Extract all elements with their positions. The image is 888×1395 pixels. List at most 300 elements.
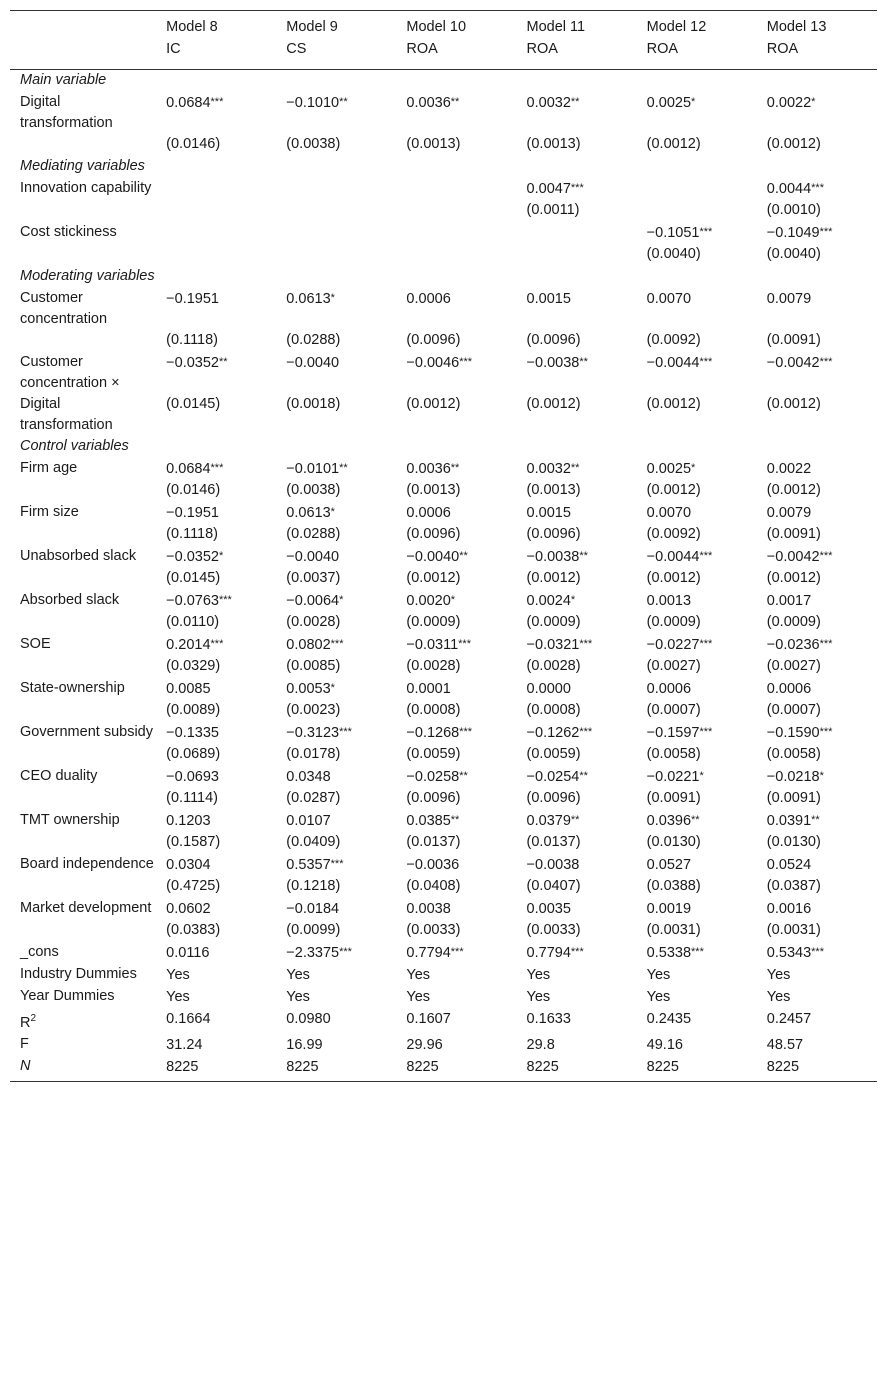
table-cell: (0.0031)	[646, 922, 701, 938]
row-label: Government subsidy	[20, 724, 153, 740]
table-cell: (0.0096)	[526, 332, 581, 348]
cell-value: −0.0044	[646, 549, 700, 565]
row-label	[10, 480, 156, 502]
cell-value: −0.1049	[766, 225, 820, 241]
table-cell	[276, 92, 396, 134]
table-cell	[637, 458, 757, 480]
column-model-label: Model 10	[396, 11, 516, 40]
table-cell	[396, 288, 516, 330]
table-cell	[517, 766, 637, 788]
column-dependent-variable: CS	[276, 39, 396, 70]
table-cell	[156, 458, 276, 480]
coefficient-row	[10, 942, 877, 964]
cell-value: 0.1203	[166, 813, 211, 829]
cell-value: Yes	[646, 967, 671, 983]
cell-value: 0.5343	[766, 945, 812, 961]
table-cell: (0.0033)	[526, 922, 581, 938]
table-cell	[156, 1008, 276, 1034]
table-cell	[757, 1008, 877, 1034]
significance-stars: **	[579, 356, 588, 368]
cell-value: 0.0006	[646, 681, 692, 697]
cell-value: 0.0391	[766, 813, 812, 829]
table-cell	[276, 678, 396, 700]
table-cell: (0.0038)	[286, 482, 341, 498]
cell-value: 0.5338	[646, 945, 692, 961]
significance-stars: **	[811, 814, 820, 826]
table-cell	[276, 178, 396, 200]
cell-value: 0.0006	[766, 681, 812, 697]
table-cell	[396, 546, 516, 568]
standard-error-row	[10, 244, 877, 266]
table-cell	[757, 458, 877, 480]
significance-stars: ***	[691, 946, 704, 958]
table-cell: (0.0040)	[646, 246, 701, 262]
row-label	[10, 876, 156, 898]
significance-stars: *	[570, 594, 576, 606]
table-cell	[156, 1034, 276, 1056]
cell-value: −0.0184	[286, 901, 340, 917]
table-cell	[637, 634, 757, 656]
table-cell	[757, 1034, 877, 1056]
table-cell	[396, 222, 516, 244]
cell-value: −0.0101	[286, 461, 340, 477]
coefficient-row	[10, 964, 877, 986]
row-label	[10, 700, 156, 722]
significance-stars: ***	[811, 182, 824, 194]
table-cell	[757, 986, 877, 1008]
significance-stars: ***	[458, 638, 471, 650]
standard-error-row	[10, 330, 877, 352]
row-label: State-ownership	[20, 680, 125, 696]
significance-stars: *	[450, 594, 456, 606]
cell-value: 0.0006	[406, 291, 451, 307]
row-label: Cost stickiness	[20, 224, 117, 240]
table-cell: (0.1118)	[166, 526, 219, 542]
table-cell	[637, 986, 757, 1008]
table-cell	[396, 1034, 516, 1056]
table-cell: (0.0033)	[406, 922, 461, 938]
table-cell: (0.0012)	[646, 136, 701, 152]
table-cell	[276, 898, 396, 920]
table-cell	[276, 766, 396, 788]
cell-value: 29.96	[406, 1037, 443, 1053]
cell-value: 0.0015	[526, 505, 571, 521]
table-cell	[517, 942, 637, 964]
cell-value: Yes	[526, 989, 551, 1005]
table-cell	[517, 458, 637, 480]
table-cell: (0.0059)	[406, 746, 461, 762]
header-corner	[10, 11, 156, 40]
table-cell: (0.0409)	[286, 834, 341, 850]
table-cell: (0.0012)	[646, 570, 701, 586]
standard-error-row	[10, 568, 877, 590]
cell-value: Yes	[166, 989, 190, 1005]
significance-stars: ***	[459, 356, 473, 368]
table-cell	[276, 288, 396, 330]
table-cell	[637, 722, 757, 744]
table-cell	[156, 634, 276, 656]
row-label	[10, 656, 156, 678]
column-dependent-variable: ROA	[396, 39, 516, 70]
cell-value: −2.3375	[286, 945, 340, 961]
table-cell	[276, 854, 396, 876]
cell-value: 8225	[526, 1059, 559, 1075]
cell-value: 0.1664	[166, 1011, 211, 1027]
cell-value: −0.0040	[286, 549, 340, 565]
cell-value: 0.0802	[286, 637, 331, 653]
cell-value: −0.0036	[406, 857, 460, 873]
table-cell	[637, 1008, 757, 1034]
table-cell	[276, 458, 396, 480]
significance-stars: ***	[570, 946, 584, 958]
table-cell: (0.0096)	[406, 332, 461, 348]
table-cell	[156, 502, 276, 524]
table-cell: (0.1118)	[166, 332, 219, 348]
table-cell: (0.0092)	[646, 332, 701, 348]
table-cell	[276, 590, 396, 612]
cell-value: −0.1262	[526, 725, 580, 741]
table-cell	[156, 244, 276, 266]
header-corner	[10, 39, 156, 70]
cell-value: −0.0254	[526, 769, 580, 785]
table-cell	[276, 200, 396, 222]
table-cell: (0.0012)	[646, 396, 701, 412]
table-cell	[396, 352, 516, 394]
cell-value: 0.0396	[646, 813, 692, 829]
table-cell	[637, 222, 757, 244]
table-cell: (0.0027)	[646, 658, 701, 674]
row-label: Year Dummies	[20, 988, 115, 1004]
table-cell	[637, 200, 757, 222]
row-label	[10, 134, 156, 156]
table-cell	[396, 678, 516, 700]
table-cell: (0.0089)	[166, 702, 221, 718]
significance-stars: ***	[819, 550, 833, 562]
cell-value: 0.0006	[406, 505, 451, 521]
cell-value: 0.0001	[406, 681, 451, 697]
cell-value: 0.1607	[406, 1011, 451, 1027]
table-cell: (0.0009)	[526, 614, 581, 630]
table-cell	[156, 590, 276, 612]
row-label: SOE	[20, 636, 51, 652]
significance-stars: **	[339, 96, 348, 108]
row-label	[10, 244, 156, 266]
cell-value: 0.0035	[526, 901, 571, 917]
table-cell	[396, 458, 516, 480]
standard-error-row	[10, 832, 877, 854]
significance-stars: ***	[339, 946, 352, 958]
significance-stars: *	[819, 770, 824, 782]
table-cell	[757, 898, 877, 920]
cell-value: −0.1268	[406, 725, 460, 741]
column-dependent-variable: ROA	[517, 39, 637, 70]
table-cell: (0.0012)	[766, 482, 821, 498]
cell-value: −0.0064	[286, 593, 340, 609]
cell-value: 8225	[766, 1059, 800, 1075]
cell-value: 8225	[646, 1059, 679, 1075]
row-label: Market development	[20, 900, 152, 916]
cell-value: 48.57	[766, 1037, 804, 1053]
table-cell	[517, 546, 637, 568]
cell-value: 29.8	[526, 1037, 555, 1053]
table-cell	[637, 546, 757, 568]
cell-value: 0.7794	[406, 945, 451, 961]
cell-value: 0.0085	[166, 681, 211, 697]
table-cell: (0.0096)	[526, 526, 581, 542]
table-cell	[276, 222, 396, 244]
table-cell	[396, 854, 516, 876]
table-cell	[156, 722, 276, 744]
row-label	[10, 1008, 156, 1034]
cell-value: 0.0070	[646, 505, 692, 521]
significance-stars: **	[339, 462, 348, 474]
standard-error-row	[10, 480, 877, 502]
table-cell	[396, 964, 516, 986]
table-cell: (0.0012)	[406, 396, 461, 412]
significance-stars: **	[579, 550, 588, 562]
table-cell	[276, 502, 396, 524]
table-cell	[396, 590, 516, 612]
table-cell: (0.0028)	[406, 658, 461, 674]
cell-value: −0.0046	[406, 355, 460, 371]
header-row-models	[10, 11, 877, 40]
table-cell	[396, 766, 516, 788]
cell-value: 0.0025	[646, 461, 692, 477]
table-cell: (0.0146)	[166, 136, 221, 152]
standard-error-row	[10, 876, 877, 898]
table-cell: (0.0130)	[646, 834, 701, 850]
cell-value: −0.1590	[766, 725, 820, 741]
cell-value: 0.0379	[526, 813, 571, 829]
cell-value: −0.0042	[766, 549, 820, 565]
table-cell	[637, 590, 757, 612]
table-cell	[637, 854, 757, 876]
table-cell	[517, 854, 637, 876]
row-label	[10, 330, 156, 352]
cell-value: 0.0022	[766, 461, 812, 477]
cell-value: 0.0024	[526, 593, 571, 609]
table-cell	[637, 810, 757, 832]
table-cell	[757, 722, 877, 744]
cell-value: 0.0107	[286, 813, 331, 829]
significance-stars: **	[218, 356, 228, 368]
significance-stars: **	[459, 550, 468, 562]
table-cell	[396, 942, 516, 964]
cell-value: Yes	[286, 989, 310, 1005]
table-cell: (0.1587)	[166, 834, 221, 850]
table-cell	[276, 1008, 396, 1034]
cell-value: −0.0321	[526, 637, 580, 653]
header-row-dependent-variables	[10, 39, 877, 70]
r-squared-label: R	[20, 1015, 31, 1031]
row-label: N	[10, 1056, 156, 1082]
column-dependent-variable: IC	[156, 39, 276, 70]
table-cell	[757, 942, 877, 964]
coefficient-row	[10, 766, 877, 788]
cell-value: −0.0040	[286, 355, 340, 371]
table-cell	[517, 352, 637, 394]
significance-stars: ***	[819, 226, 833, 238]
significance-stars: ***	[699, 726, 713, 738]
table-cell	[757, 678, 877, 700]
significance-stars: ***	[210, 462, 224, 474]
cell-value: 0.0015	[526, 291, 571, 307]
row-label: F	[20, 1036, 29, 1052]
standard-error-row	[10, 920, 877, 942]
table-cell	[517, 898, 637, 920]
cell-value: −0.0311	[406, 637, 459, 653]
table-cell	[276, 1034, 396, 1056]
significance-stars: ***	[699, 550, 713, 562]
table-cell	[517, 288, 637, 330]
section-title: Control variables	[20, 438, 129, 454]
table-cell: (0.0091)	[646, 790, 701, 806]
table-cell	[757, 766, 877, 788]
coefficient-row	[10, 678, 877, 700]
table-cell: (0.0007)	[766, 702, 821, 718]
row-label	[10, 788, 156, 810]
table-cell: (0.0096)	[406, 526, 461, 542]
cell-value: −0.1951	[166, 291, 219, 307]
table-cell	[757, 634, 877, 656]
table-cell: (0.0008)	[406, 702, 461, 718]
row-label: Board independence	[20, 856, 154, 872]
table-cell	[517, 92, 637, 134]
significance-stars: *	[811, 96, 816, 108]
standard-error-row	[10, 744, 877, 766]
cell-value: 0.0017	[766, 593, 812, 609]
table-cell	[637, 288, 757, 330]
table-cell: (0.0146)	[166, 482, 221, 498]
row-label	[10, 524, 156, 546]
table-cell	[156, 200, 276, 222]
coefficient-row	[10, 222, 877, 244]
cell-value: 0.2014	[166, 637, 211, 653]
table-cell: (0.0028)	[286, 614, 341, 630]
coefficient-row	[10, 722, 877, 744]
column-model-label: Model 13	[757, 11, 877, 40]
table-cell	[757, 92, 877, 134]
significance-stars: *	[691, 462, 696, 474]
significance-stars: ***	[579, 638, 593, 650]
table-cell	[396, 810, 516, 832]
coefficient-row	[10, 1056, 877, 1082]
table-cell: (0.0027)	[766, 658, 821, 674]
cell-value: −0.0038	[526, 355, 580, 371]
table-cell	[156, 810, 276, 832]
significance-stars: ***	[819, 638, 833, 650]
table-cell: (0.0040)	[766, 246, 821, 262]
cell-value: 0.0038	[406, 901, 451, 917]
significance-stars: **	[691, 814, 700, 826]
coefficient-row	[10, 810, 877, 832]
significance-stars: *	[218, 550, 224, 562]
row-label: Unabsorbed slack	[20, 548, 137, 564]
cell-value: −0.0352	[166, 549, 219, 565]
cell-value: 0.0079	[766, 505, 812, 521]
cell-value: 0.0022	[766, 95, 812, 111]
cell-value: −0.1335	[166, 725, 219, 741]
table-cell: (0.0145)	[166, 396, 221, 412]
significance-stars: ***	[330, 638, 344, 650]
section-header-row	[10, 266, 877, 288]
row-label: Customer concentration ×	[20, 354, 120, 391]
cell-value: Yes	[646, 989, 671, 1005]
table-cell	[156, 942, 276, 964]
cell-value: 0.0032	[526, 95, 571, 111]
row-label: Digital transformation	[20, 94, 113, 131]
significance-stars: *	[691, 96, 696, 108]
table-cell	[156, 898, 276, 920]
significance-stars: **	[570, 462, 580, 474]
coefficient-row	[10, 178, 877, 200]
table-cell	[757, 854, 877, 876]
standard-error-row	[10, 700, 877, 722]
column-dependent-variable: ROA	[637, 39, 757, 70]
table-cell	[637, 92, 757, 134]
table-cell	[757, 590, 877, 612]
column-model-label: Model 11	[517, 11, 637, 40]
table-cell: (0.0038)	[286, 136, 341, 152]
row-label	[10, 200, 156, 222]
cell-value: 16.99	[286, 1037, 323, 1053]
cell-value: 0.0348	[286, 769, 331, 785]
cell-value: 0.0613	[286, 505, 331, 521]
row-label	[10, 568, 156, 590]
table-cell: (0.0012)	[646, 482, 701, 498]
table-cell	[156, 352, 276, 394]
row-label: Firm age	[20, 460, 78, 476]
table-cell	[517, 244, 637, 266]
table-cell: (0.0383)	[166, 922, 221, 938]
table-cell	[637, 1034, 757, 1056]
table-cell	[276, 546, 396, 568]
table-cell: (0.0388)	[646, 878, 701, 894]
significance-stars: ***	[330, 858, 344, 870]
cell-value: 49.16	[646, 1037, 683, 1053]
coefficient-row	[10, 854, 877, 876]
column-dependent-variable: ROA	[757, 39, 877, 70]
significance-stars: ***	[819, 356, 833, 368]
table-cell: (0.0407)	[526, 878, 581, 894]
coefficient-row	[10, 458, 877, 480]
table-cell: (0.0012)	[766, 570, 821, 586]
table-cell	[276, 1056, 396, 1082]
table-cell: (0.0058)	[766, 746, 821, 762]
table-cell	[156, 986, 276, 1008]
cell-value: 0.0036	[406, 95, 451, 111]
cell-value: Yes	[286, 967, 310, 983]
table-cell	[517, 590, 637, 612]
table-cell	[276, 634, 396, 656]
row-label	[10, 612, 156, 634]
table-cell	[757, 1056, 877, 1082]
cell-value: 31.24	[166, 1037, 203, 1053]
standard-error-row	[10, 134, 877, 156]
table-cell: (0.0012)	[526, 396, 581, 412]
section-title: Mediating variables	[20, 158, 145, 174]
table-cell	[637, 766, 757, 788]
cell-value: 0.7794	[526, 945, 571, 961]
regression-table-container	[10, 10, 877, 1082]
table-cell	[757, 352, 877, 394]
table-cell: (0.0287)	[286, 790, 341, 806]
significance-stars: **	[450, 814, 460, 826]
table-cell: (0.0059)	[526, 746, 581, 762]
table-cell: (0.0091)	[766, 526, 821, 542]
table-cell: (0.0145)	[166, 570, 221, 586]
table-cell: (0.0288)	[286, 332, 341, 348]
